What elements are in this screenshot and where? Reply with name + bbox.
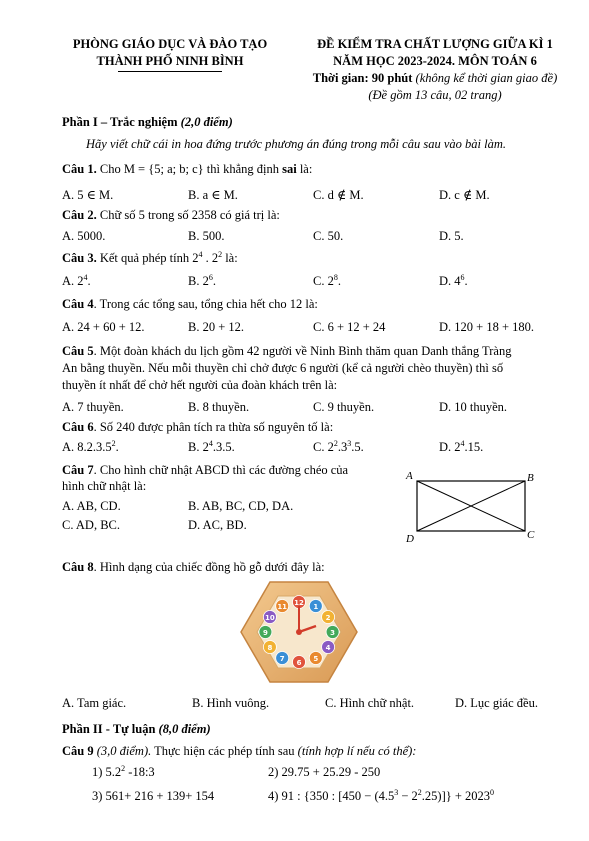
- header-underline: [118, 71, 222, 72]
- question-9-note: (tính hợp lí nếu có thể):: [297, 744, 417, 758]
- q4-option-b: B. 20 + 12.: [188, 320, 245, 334]
- q3-option-b: B. $2^6$.: [188, 272, 216, 288]
- q9-expression-2: 2) 29.75 + 25.29 - 250: [268, 765, 381, 779]
- question-8-label: Câu 8: [62, 560, 94, 574]
- question-3-text-end: là:: [222, 251, 238, 265]
- q6-option-d: D. $2^4.15$.: [439, 438, 484, 454]
- question-2-label: Câu 2.: [62, 208, 97, 222]
- question-1-keyword: sai: [282, 162, 297, 176]
- school-year: NĂM HỌC 2023-2024. MÔN TOÁN 6: [333, 54, 537, 68]
- q5-option-a: A. 7 thuyền.: [62, 400, 124, 414]
- clock-number-11: 11: [277, 603, 288, 611]
- q9-expression-1: 1) $5.2^2$ -18:3: [92, 763, 155, 779]
- q8-option-b: B. Hình vuông.: [192, 696, 270, 710]
- wooden-clock-image: [240, 580, 358, 684]
- q1-option-a: A. 5 ∈ M.: [62, 188, 114, 202]
- q1-option-c: C. d ∉ M.: [313, 188, 364, 202]
- q6-option-a: A. 8.2.3.5$^2$.: [62, 438, 119, 454]
- question-5-label: Câu 5: [62, 344, 94, 358]
- question-7-line1: . Cho hình chữ nhật ABCD thì các đường chéo của: [93, 463, 349, 477]
- q1-option-b: B. a ∈ M.: [188, 188, 238, 202]
- vertex-label-c: C: [527, 529, 535, 541]
- question-9-points: (3,0 điểm).: [96, 744, 152, 758]
- pages-note: (Đề gồm 13 câu, 02 trang): [368, 88, 502, 102]
- vertex-label-b: B: [527, 472, 534, 484]
- question-5-line2: An bằng thuyền. Nếu mỗi thuyền chỉ chở được 6 người (kể cả người chèo thuyền) thì số: [62, 361, 504, 375]
- city-name: THÀNH PHỐ NINH BÌNH: [96, 54, 244, 68]
- question-8-text: . Hình dạng của chiếc đồng hồ gỗ dưới đây là:: [93, 560, 325, 574]
- question-6-text: . Số 240 được phân tích ra thừa số nguyên tố là:: [93, 420, 334, 434]
- time-note: (không kể thời gian giao đề): [415, 71, 558, 85]
- question-7-label: Câu 7: [62, 463, 94, 477]
- q6-option-c: C. $2^2.3^3.5$.: [313, 438, 364, 454]
- part2-title: Phần II - Tự luận: [62, 722, 156, 736]
- q7-option-a: A. AB, CD.: [62, 499, 121, 513]
- q4-option-a: A. 24 + 60 + 12.: [62, 320, 145, 334]
- q1-option-d: D. c ∉ M.: [439, 188, 490, 202]
- rectangle-abcd-figure: [400, 466, 550, 546]
- question-9-label: Câu 9: [62, 744, 94, 758]
- question-7: [62, 463, 348, 478]
- vertex-label-a: A: [406, 470, 413, 482]
- q6-option-b: B. $2^4.3.5$.: [188, 438, 235, 454]
- question-4-text: . Trong các tổng sau, tổng chia hết cho 12 là:: [93, 297, 318, 311]
- clock-number-4: 4: [325, 644, 331, 652]
- q9-expression-3: 3) 561+ 216 + 139+ 154: [92, 789, 215, 803]
- question-4-label: Câu 4: [62, 297, 94, 311]
- q5-option-d: D. 10 thuyền.: [439, 400, 508, 414]
- question-6: [62, 420, 333, 435]
- q2-option-b: B. 500.: [188, 229, 225, 243]
- clock-center-pin: [296, 629, 302, 635]
- clock-number-1: 1: [313, 603, 319, 611]
- question-3-text: Kết quả phép tính 2: [99, 251, 199, 265]
- question-5-line3: thuyền ít nhất để chở hết người của đoàn khách trên là:: [62, 378, 338, 392]
- vertex-label-d: D: [406, 533, 414, 545]
- clock-number-7: 7: [279, 655, 285, 663]
- clock-number-3: 3: [330, 629, 336, 637]
- q4-option-d: D. 120 + 18 + 180.: [439, 320, 535, 334]
- q3-option-c: C. $2^8$.: [313, 272, 341, 288]
- part1-title: Phần I – Trắc nghiệm: [62, 115, 178, 129]
- q3-exp2: 2: [218, 249, 223, 259]
- question-2: [62, 208, 280, 223]
- question-1-text-end: là:: [299, 162, 313, 176]
- q5-option-b: B. 8 thuyền.: [188, 400, 250, 414]
- q8-option-d: D. Lục giác đều.: [455, 696, 538, 710]
- clock-number-2: 2: [325, 614, 331, 622]
- clock-number-8: 8: [267, 644, 273, 652]
- question-9: [62, 744, 416, 759]
- question-8: [62, 560, 325, 575]
- part1-heading: [62, 115, 233, 130]
- q8-option-c: C. Hình chữ nhật.: [325, 696, 415, 710]
- part2-heading: [62, 722, 211, 737]
- q4-option-c: C. 6 + 12 + 24: [313, 320, 386, 334]
- clock-number-10: 10: [265, 614, 275, 622]
- question-2-text: Chữ số 5 trong số 2358 có giá trị là:: [99, 208, 280, 222]
- q3-option-d: D. $4^6$.: [439, 272, 468, 288]
- q2-option-c: C. 50.: [313, 229, 344, 243]
- question-1: [62, 162, 312, 177]
- q5-option-c: C. 9 thuyền.: [313, 400, 375, 414]
- part2-points: (8,0 điểm): [158, 722, 211, 736]
- clock-number-12: 12: [294, 599, 304, 607]
- part1-instruction: Hãy viết chữ cái in hoa đứng trước phương án đúng trong mỗi câu sau vào bài làm.: [86, 137, 506, 151]
- clock-number-9: 9: [262, 629, 268, 637]
- question-3-label: Câu 3.: [62, 251, 97, 265]
- question-6-label: Câu 6: [62, 420, 94, 434]
- q8-option-a: A. Tam giác.: [62, 696, 127, 710]
- q3-exp1: 4: [198, 249, 203, 259]
- q7-option-d: D. AC, BD.: [188, 518, 247, 532]
- clock-number-5: 5: [313, 655, 319, 663]
- q3-option-a: A. $2^4$.: [62, 272, 91, 288]
- exam-title: ĐỀ KIỂM TRA CHẤT LƯỢNG GIỮA KÌ 1: [317, 37, 553, 51]
- question-7-line2: hình chữ nhật là:: [62, 479, 147, 493]
- q2-option-a: A. 5000.: [62, 229, 106, 243]
- q9-expression-4: 4) 91 : {350 : $[450 - (4.5^3 - 2^2.25)]\} + 2023^0$: [268, 787, 495, 803]
- q2-option-d: D. 5.: [439, 229, 464, 243]
- question-3-text-mid: . 2: [202, 251, 219, 265]
- question-3: [62, 251, 238, 266]
- clock-number-6: 6: [296, 659, 302, 667]
- time-label: Thời gian: 90 phút: [312, 71, 413, 85]
- time-line: [290, 71, 580, 86]
- part1-points: (2,0 điểm): [180, 115, 233, 129]
- question-4: [62, 297, 318, 312]
- question-5: [62, 344, 511, 359]
- q7-option-c: C. AD, BC.: [62, 518, 121, 532]
- question-1-text: Cho M = {5; a; b; c} thì khẳng định: [99, 162, 279, 176]
- q7-option-b: B. AB, BC, CD, DA.: [188, 499, 294, 513]
- department-name: PHÒNG GIÁO DỤC VÀ ĐÀO TẠO: [72, 37, 268, 51]
- question-5-line1: . Một đoàn khách du lịch gồm 42 người về Ninh Bình thăm quan Danh thắng Tràng: [93, 344, 512, 358]
- question-1-label: Câu 1.: [62, 162, 97, 176]
- question-9-text: Thực hiện các phép tính sau: [154, 744, 295, 758]
